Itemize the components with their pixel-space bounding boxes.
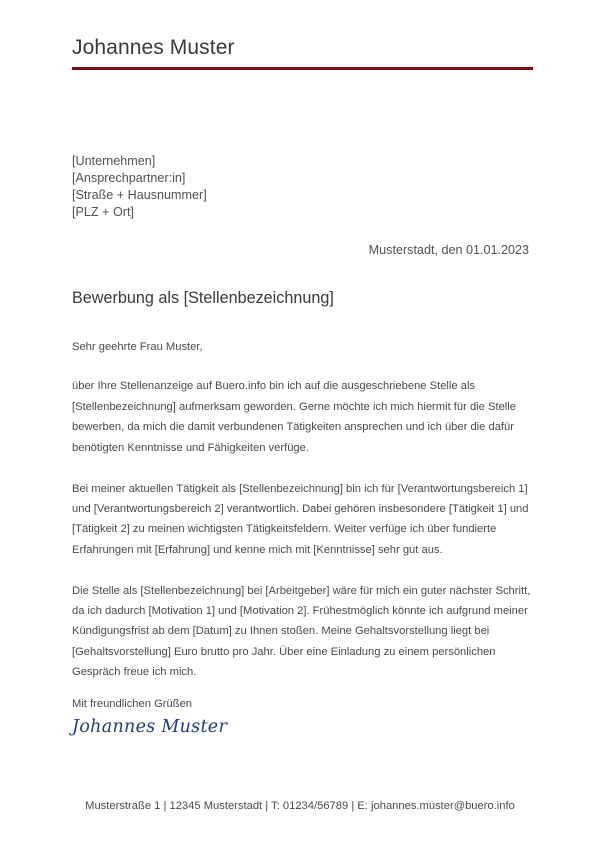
recipient-address <box>72 153 207 221</box>
recipient-street: [Straße + Hausnummer] <box>72 188 207 202</box>
recipient-contact: [Ansprechpartner:in] <box>72 171 186 185</box>
salutation: Sehr geehrte Frau Muster, <box>72 341 203 353</box>
footer-contact: Musterstraße 1 | 12345 Musterstadt | T: 01234/56789 | E: johannes.muster@buero.info <box>85 800 515 812</box>
body-paragraph-2: Bei meiner aktuellen Tätigkeit als [Stellenbezeichnung] bin ich für [Verantwortungsbereich 1] und [Verantwortungsbereich 2] verantwortlich. Dabei gehören insbesondere [Tätigkeit 1] und [Tätigkeit 2] zu meinen wichtigsten Tätigkeitsfeldern. Weiter verfüge ich über fundierte Erfahrungen mit [Erfahrung] und kenne mich mit [Kenntnisse] sehr gut aus. <box>72 482 529 556</box>
letter-subject: Bewerbung als [Stellenbezeichnung] <box>72 289 334 307</box>
recipient-company: [Unternehmen] <box>72 154 156 168</box>
signature: Johannes Muster <box>72 717 228 737</box>
recipient-city: [PLZ + Ort] <box>72 205 134 219</box>
body-paragraph-1: über Ihre Stellenanzeige auf Buero.info bin ich auf die ausgeschriebene Stelle als [Stellenbezeichnung] aufmerksam geworden. Gerne möchte ich mich hiermit für die Stelle bewerben, da mich die damit verbundenen Tätigkeiten ansprechen und ich über die dafür benötigten Kenntnisse und Fähigkeiten verfüge. <box>72 380 516 454</box>
letter-body <box>72 337 534 703</box>
header-name: Johannes Muster <box>72 36 235 59</box>
place-date: Musterstadt, den 01.01.2023 <box>368 243 529 257</box>
header-divider <box>72 67 533 70</box>
body-paragraph-3: Die Stelle als [Stellenbezeichnung] bei [Arbeitgeber] wäre für mich ein guter nächster Schritt, da ich dadurch [Motivation 1] und [Motivation 2]. Frühestmöglich könnte ich aufgrund meiner Kündigungsfrist ab dem [Datum] zu Ihnen stoßen. Meine Gehaltsvorstellung liegt bei [Gehaltsvorstellung] Euro brutto pro Jahr. Über eine Einladung zu einem persönlichen Gespräch freue ich mich. <box>72 584 531 679</box>
closing-phrase: Mit freundlichen Grüßen <box>72 698 193 710</box>
